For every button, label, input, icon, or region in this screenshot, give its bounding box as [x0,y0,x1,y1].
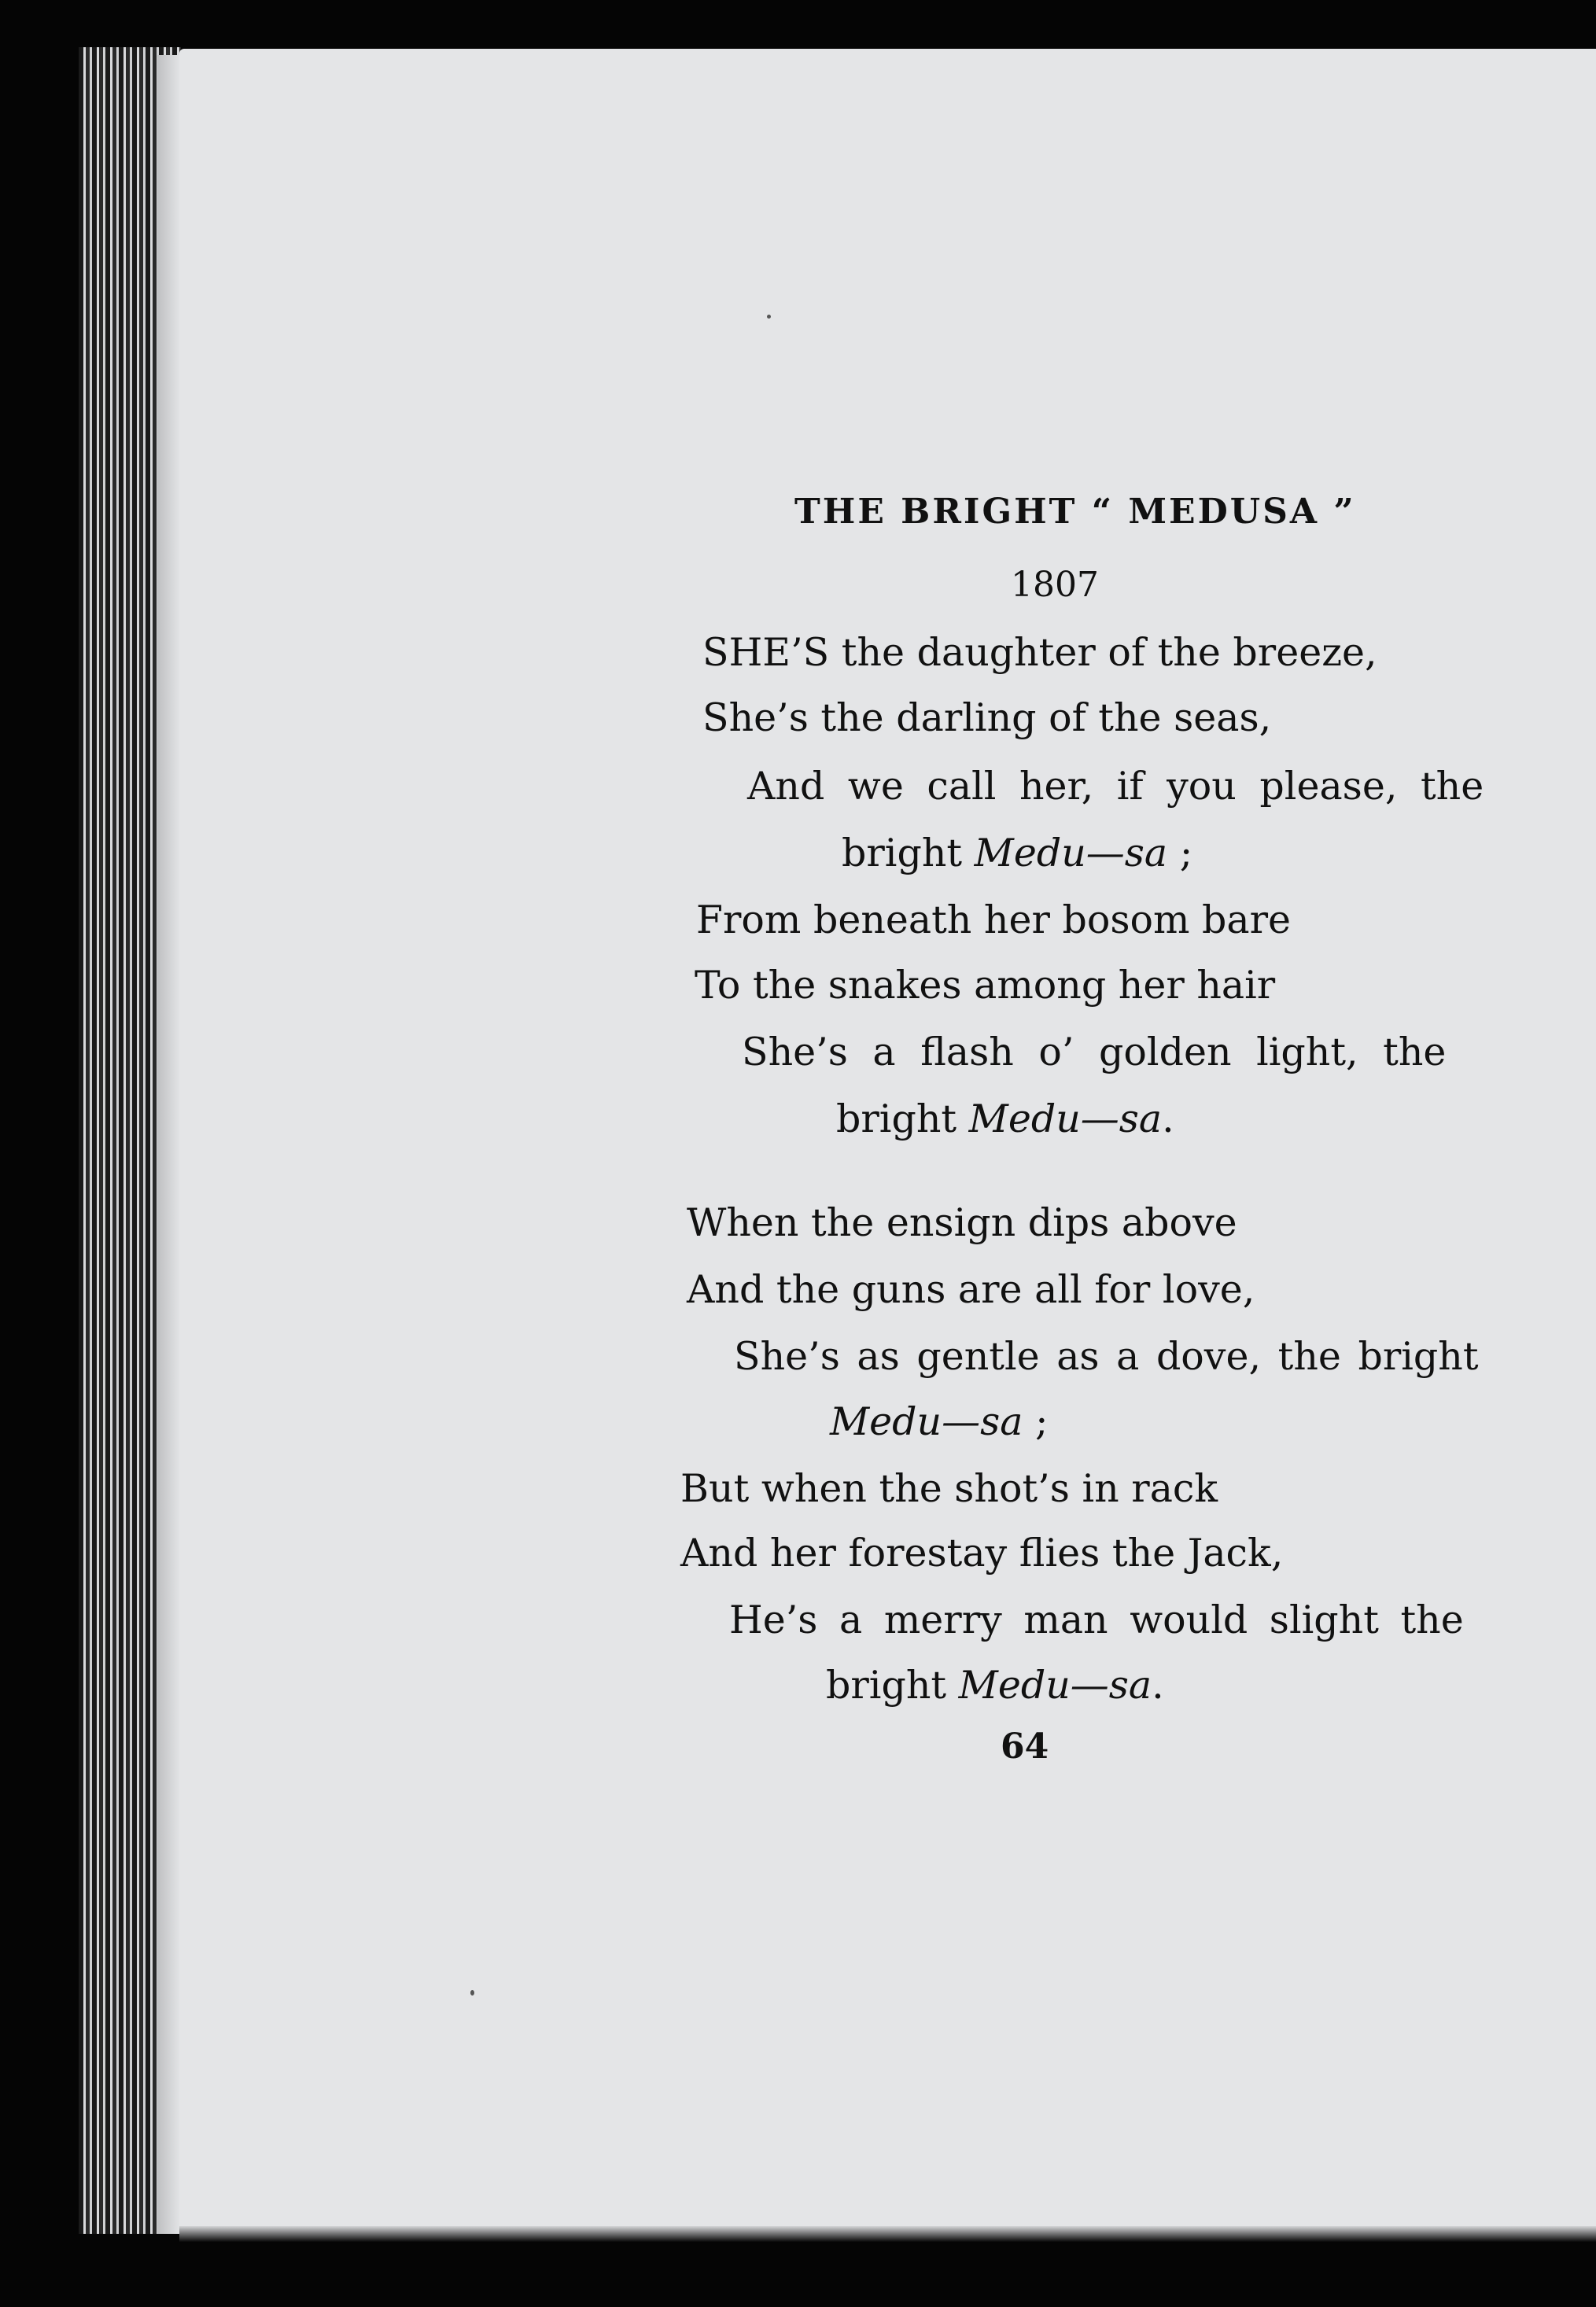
drop-word: SHE’S [702,630,830,675]
poem-line: But when the shot’s in rack [680,1466,1218,1511]
scan-speck [767,315,771,319]
poem-line: SHE’S the daughter of the breeze, [702,630,1377,675]
scan-speck [470,1990,474,1996]
poem-title: THE BRIGHT “ MEDUSA ” [794,492,1356,532]
medusa-italic: Medu—sa [830,1399,1023,1444]
poem-line: bright Medu—sa ; [842,831,1193,875]
poem-line: She’s as gentle as a dove, the bright [734,1334,1479,1379]
medusa-italic: Medu—sa [968,1096,1163,1141]
medusa-italic: Medu—sa [974,831,1168,875]
poem-line: Medu—sa ; [830,1399,1049,1444]
poem-year: 1807 [1011,565,1099,605]
medusa-italic: Medu—sa [958,1663,1152,1708]
poem-line: From beneath her bosom bare [696,897,1292,942]
poem-line: She’s the darling of the seas, [702,695,1272,740]
poem-line: bright Medu—sa. [826,1663,1164,1708]
page-number: 64 [1001,1727,1049,1767]
poem-line: When the ensign dips above [687,1200,1237,1245]
poem-line: And the guns are all for love, [687,1267,1255,1312]
poem-line: He’s a merry man would slight the [729,1598,1464,1642]
poem-line: She’s a flash o’ golden light, the [742,1030,1447,1074]
poem-line: To the snakes among her hair [695,963,1276,1008]
poem-line: And her forestay flies the Jack, [680,1531,1284,1575]
poem-line: bright Medu—sa. [836,1096,1174,1141]
poem-line: And we call her, if you please, the [747,764,1484,809]
